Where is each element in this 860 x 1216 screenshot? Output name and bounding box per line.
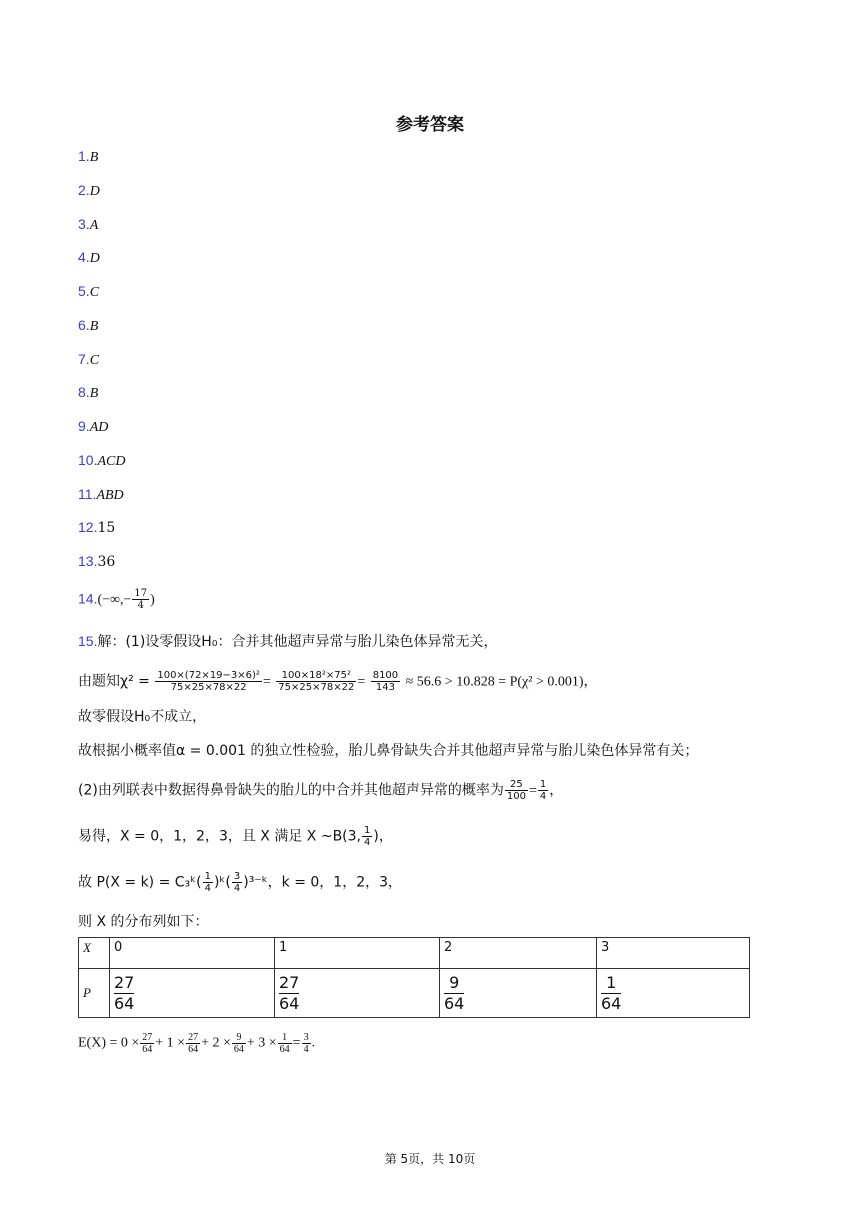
- answer-item: [78, 551, 115, 572]
- solution-text: .: [311, 1035, 316, 1051]
- frac-denominator: 64: [444, 993, 465, 1013]
- answer-number: 2.: [78, 182, 90, 198]
- answer-number: 15.: [78, 633, 98, 649]
- table-cell: 3: [597, 938, 750, 969]
- answer-item: [78, 416, 108, 438]
- frac-numerator: 100×(72×19−3×6)²: [157, 670, 260, 681]
- solution-text: ，: [549, 782, 564, 799]
- frac-numerator: 1: [278, 1032, 292, 1044]
- answer-number: 14.: [78, 590, 98, 607]
- frac-denominator: 64: [188, 1044, 199, 1055]
- fraction: [132, 588, 149, 611]
- frac-denominator: 64: [279, 1044, 290, 1055]
- frac-denominator: 4: [539, 791, 547, 802]
- answer-item: [78, 517, 115, 538]
- answer-number: 5.: [78, 283, 90, 299]
- solution-text: 故 P(X = k) = C₃ᵏ(: [78, 874, 202, 891]
- frac-numerator: 9: [232, 1032, 246, 1044]
- solution-text: + 2 ×: [201, 1035, 231, 1051]
- answer-number: 9.: [78, 418, 90, 434]
- solution-line-chi: 由题知χ² = $\frac{\text{100×(72×19−3×6)²}}{75\times 25\times 78\times 22}$ = $\frac{\text{100×18²×75²}}{75\times 25\times 78\times 22}$ = $\frac{8100}{143}$ ≈ 56.6 > 10.828 = P(χ² > 0.001)，: [78, 670, 598, 693]
- table-cell: [440, 969, 597, 1018]
- table-cell: 1: [275, 938, 440, 969]
- fraction: [155, 670, 262, 693]
- answer-value: B: [89, 386, 99, 401]
- solution-text: + 1 ×: [155, 1035, 186, 1051]
- frac-denominator: 4: [364, 837, 371, 848]
- table-cell: [597, 969, 750, 1018]
- frac-denominator: 4: [137, 600, 144, 611]
- answer-item: [78, 349, 99, 371]
- frac-denominator: 64: [114, 993, 135, 1013]
- answer-item: [78, 382, 98, 404]
- frac-numerator: 25: [505, 779, 528, 791]
- answer-item: [78, 146, 98, 168]
- frac-numerator: 8100: [372, 670, 399, 681]
- fraction: [232, 1032, 246, 1055]
- solution-text: )，: [373, 828, 393, 845]
- answer-number: 8.: [78, 384, 90, 400]
- solution-line-5: [78, 779, 563, 802]
- answer-number: 11.: [78, 486, 97, 502]
- table-cell: [275, 969, 440, 1018]
- answer-item: [78, 247, 100, 269]
- table-row: [79, 969, 750, 1018]
- frac-denominator: 64: [279, 993, 300, 1013]
- frac-denominator: 64: [142, 1044, 153, 1055]
- frac-numerator: 27: [279, 972, 300, 992]
- solution-text: )³⁻ᵏ，k = 0，1，2，3，: [243, 874, 403, 891]
- answer-value: D: [89, 184, 100, 199]
- frac-denominator: 100: [506, 791, 526, 802]
- answer-number: 7.: [78, 351, 90, 367]
- answer-item: [78, 180, 100, 202]
- solution-text: + 3 ×: [246, 1035, 277, 1051]
- solution-line-7: [78, 871, 402, 894]
- answer-value: B: [89, 319, 99, 334]
- fraction: [279, 973, 299, 1014]
- frac-numerator: 1: [601, 973, 621, 994]
- solution-line-3: 故零假设H₀不成立，: [78, 709, 207, 725]
- fraction: [362, 825, 372, 848]
- fraction: [505, 779, 528, 802]
- answer-value: C: [89, 353, 100, 368]
- frac-numerator: 3: [303, 1032, 309, 1043]
- answer-text: ): [150, 592, 155, 608]
- fraction: [538, 779, 548, 802]
- fraction: [232, 871, 242, 894]
- answer-item: [78, 214, 98, 236]
- frac-denominator: 75×25×78×22: [278, 682, 355, 693]
- solution-line-6: [78, 825, 393, 848]
- fraction: [186, 1032, 200, 1055]
- frac-numerator: 1: [539, 779, 547, 790]
- fraction: [601, 973, 621, 1014]
- fraction: [203, 871, 213, 894]
- table-cell: [110, 969, 275, 1018]
- distribution-table: [78, 937, 750, 1018]
- answer-value: C: [89, 285, 100, 300]
- answer-number: 4.: [78, 249, 90, 265]
- frac-numerator: 27: [142, 1032, 153, 1043]
- solution-text: 解：(1)设零假设H₀：合并其他超声异常与胎儿染色体异常无关，: [97, 634, 498, 650]
- frac-numerator: 27: [188, 1032, 199, 1043]
- solution-text: 易得，X = 0，1，2，3，且 X 满足 X ~B(3,: [78, 828, 361, 845]
- fraction: [278, 1032, 292, 1055]
- answer-item: [78, 281, 99, 303]
- answer-number: 10.: [78, 452, 98, 468]
- frac-denominator: 4: [233, 883, 241, 894]
- answer-value: A: [89, 218, 99, 233]
- solution-line-1: [78, 631, 497, 652]
- frac-denominator: 4: [303, 1044, 309, 1055]
- answer-value: 15: [97, 520, 116, 536]
- answer-number: 3.: [78, 216, 90, 232]
- fraction: [444, 973, 464, 1014]
- answer-number: 13.: [78, 553, 98, 569]
- page-title: 参考答案: [396, 115, 464, 135]
- frac-denominator: 64: [233, 1044, 244, 1055]
- solution-line-8: 则 X 的分布列如下：: [78, 914, 209, 930]
- answer-value: D: [89, 251, 100, 266]
- solution-text: E(X) = 0 ×: [78, 1035, 140, 1051]
- table-cell: [79, 969, 110, 1018]
- frac-denominator: 75×25×78×22: [170, 682, 247, 693]
- expectation-line: [78, 1032, 315, 1055]
- solution-text: 由题知χ² =: [78, 673, 150, 690]
- row-header: P: [83, 985, 91, 1000]
- fraction: [140, 1032, 154, 1055]
- answer-number: 1.: [78, 148, 90, 164]
- frac-numerator: 1: [204, 871, 211, 882]
- answer-value: ABD: [96, 488, 124, 503]
- fraction: [302, 1032, 311, 1055]
- solution-line-4: 故根据小概率值α = 0.001 的独立性检验，胎儿鼻骨缺失合并其他超声异常与胎儿染色体异常有关；: [78, 743, 699, 759]
- table-cell: 0: [110, 938, 275, 969]
- answer-item: [78, 315, 98, 337]
- table-cell: [79, 938, 110, 969]
- frac-numerator: 3: [233, 871, 241, 882]
- solution-text: )ᵏ(: [213, 874, 231, 891]
- answer-value: B: [89, 150, 99, 165]
- frac-numerator: 27: [114, 972, 135, 992]
- fraction: [114, 973, 134, 1014]
- fraction: [371, 670, 400, 693]
- answer-value: 36: [97, 554, 116, 570]
- fraction: [276, 670, 356, 693]
- table-row: [79, 938, 750, 969]
- frac-denominator: 4: [204, 883, 211, 894]
- answer-item: [78, 484, 124, 506]
- answer-text: (−∞,−: [97, 592, 132, 608]
- answer-item: [78, 450, 125, 472]
- row-header: X: [83, 940, 91, 955]
- equals-sign: =: [528, 783, 537, 799]
- solution-text: (2)由列联表中数据得鼻骨缺失的胎儿的中合并其他超声异常的概率为: [78, 782, 504, 799]
- frac-denominator: 143: [375, 682, 395, 693]
- solution-text: ≈ 56.6 > 10.828 = P(χ² > 0.001)，: [405, 674, 598, 690]
- frac-numerator: 9: [444, 973, 464, 994]
- answer-number: 6.: [78, 317, 90, 333]
- page-footer: 第 5页，共 10页: [384, 1152, 476, 1166]
- answer-value: ACD: [97, 454, 126, 469]
- frac-numerator: 100×18²×75²: [276, 670, 356, 682]
- frac-denominator: 64: [601, 993, 622, 1013]
- frac-numerator: 17: [134, 588, 148, 599]
- frac-numerator: 1: [364, 825, 371, 836]
- answer-item-14: [78, 588, 155, 611]
- answer-number: 12.: [78, 519, 98, 535]
- answer-value: AD: [89, 420, 109, 435]
- table-cell: 2: [440, 938, 597, 969]
- equals-sign: =: [292, 1035, 301, 1051]
